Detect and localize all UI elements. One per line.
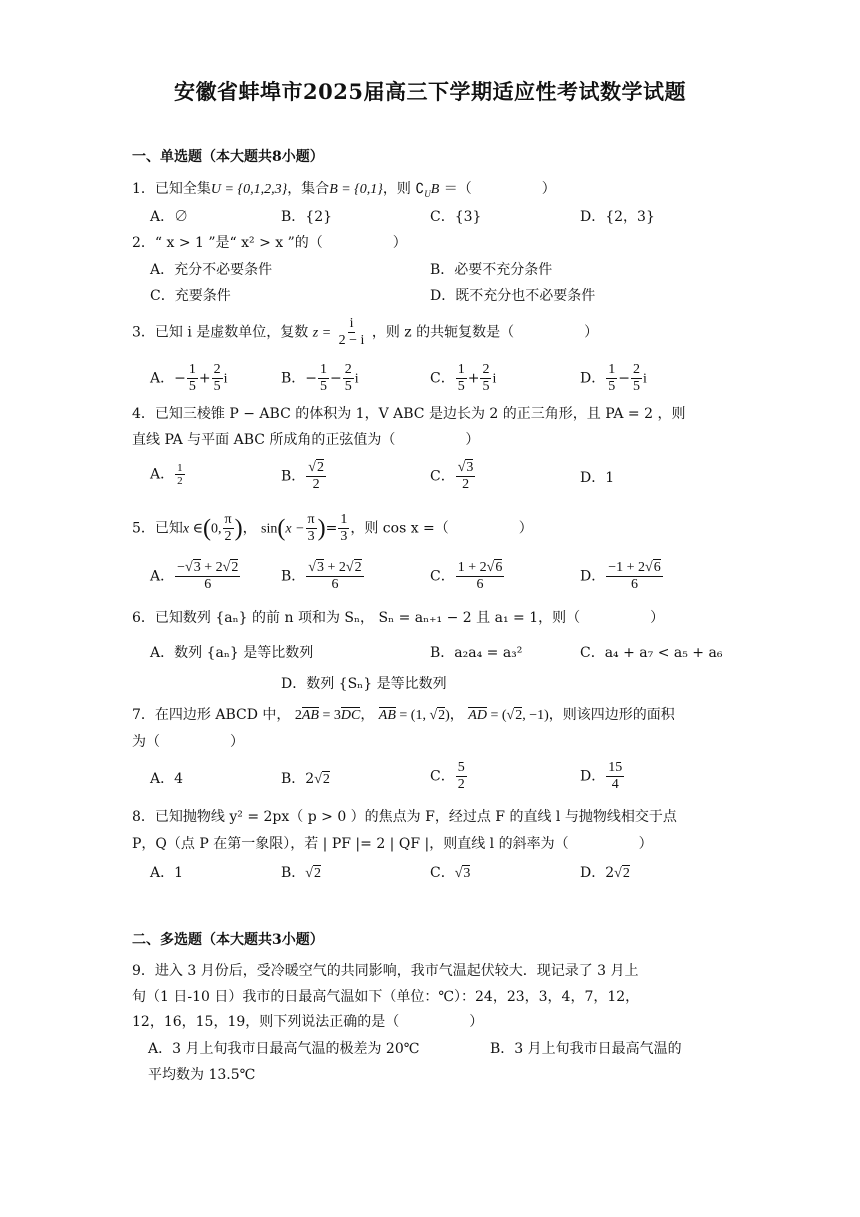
question-6: 6．已知数列 {aₙ} 的前 n 项和为 Sₙ， Sₙ = aₙ₊₁ − 2 且 a₁ = 1，则（ ） <box>132 610 665 626</box>
q5-option-c[interactable]: C． $\frac{1 + 2√6}{6}$ <box>430 560 503 592</box>
question-1: 1．已知全集U = {0,1,2,3}，集合B = {0,1}，则 $∁_UB$ ＝（ ） <box>132 181 556 199</box>
q5-option-b[interactable]: B． $\frac{√3 + 2√2}{6}$ <box>281 560 362 592</box>
q1-option-a[interactable]: A．∅ <box>150 209 189 225</box>
q8-option-a[interactable]: A．1 <box>150 865 184 881</box>
q7-option-b[interactable]: B．2√2 <box>281 771 330 787</box>
question-9-line-2: 旬（1 日-10 日）我市的日最高气温如下（单位：℃）：24，23，3，4，7，12， <box>132 989 640 1005</box>
q2-option-a[interactable]: A．充分不必要条件 <box>150 262 273 278</box>
q9-option-b[interactable]: B．3 月上旬我市日最高气温的 <box>490 1041 682 1057</box>
q8-option-c[interactable]: C．√3 <box>430 865 471 881</box>
question-2: 2．“ x > 1 ”是“ x² > x ”的（ ） <box>132 235 407 251</box>
q3-fraction: $\frac{i}{2 - i}$ <box>338 316 365 348</box>
q6-option-d[interactable]: D．数列 {Sₙ} 是等比数列 <box>281 676 447 692</box>
question-9-line-1: 9．进入 3 月份后，受冷暖空气的共同影响，我市气温起伏较大．现记录了 3 月上 <box>132 963 639 979</box>
q8-option-d[interactable]: D．2√2 <box>580 865 630 881</box>
q6-option-b[interactable]: B．a₂a₄ = a₃² <box>430 645 523 661</box>
q2-option-d[interactable]: D．既不充分也不必要条件 <box>430 288 596 304</box>
q4-option-d[interactable]: D．1 <box>580 470 615 486</box>
q6-option-a[interactable]: A．数列 {aₙ} 是等比数列 <box>150 645 314 661</box>
q3-option-a[interactable]: A．− $\frac{1}{5}$ + $\frac{2}{5}$ i <box>150 362 228 394</box>
question-8-line-2: P，Q（点 P 在第一象限），若 | PF |= 2 | QF |，则直线 l 的斜率为（ ） <box>132 836 653 852</box>
q3-option-d[interactable]: D． $\frac{1}{5}$ − $\frac{2}{5}$ i <box>580 362 647 394</box>
q4-option-a[interactable]: A． $\frac{1}{2}$ <box>150 462 183 487</box>
q1-option-b[interactable]: B．{2} <box>281 209 333 225</box>
q2-option-b[interactable]: B．必要不充分条件 <box>430 262 553 278</box>
q6-option-c[interactable]: C．a₄ + a₇ < a₅ + a₆ <box>580 645 723 661</box>
q9-option-a[interactable]: A．3 月上旬我市日最高气温的极差为 20℃ <box>148 1041 420 1057</box>
q4-option-c[interactable]: C． $\frac{√3}{2}$ <box>430 460 474 492</box>
question-7-line-1: 7．在四边形 ABCD 中， 2AB = 3DC， AB = (1, √2)， AD = (√2, −1)，则该四边形的面积 <box>132 707 675 723</box>
q5-option-d[interactable]: D． $\frac{-1 + 2√6}{6}$ <box>580 560 661 592</box>
question-4-line-2: 直线 PA 与平面 ABC 所成角的正弦值为（ ） <box>132 432 480 448</box>
q7-option-d[interactable]: D． $\frac{15}{4}$ <box>580 760 623 792</box>
question-5: 5．已知x ∈(0, $\frac{\pi}{2}$ )， sin(x − $\frac{\pi}{3}$ )= $\frac{1}{3}$ ，则 cos x =（ ） <box>132 512 533 544</box>
q2-option-c[interactable]: C．充要条件 <box>150 288 231 304</box>
question-3: 3．已知 i 是虚数单位，复数 z = $\frac{i}{2 - i}$ ，则 z 的共轭复数是（ ） <box>132 316 599 348</box>
section-multi-choice: 二、多选题（本大题共3小题） <box>132 932 324 948</box>
q5-option-a[interactable]: A． $\frac{-√3 + 2√2}{6}$ <box>150 560 239 592</box>
q7-option-a[interactable]: A．4 <box>150 771 184 787</box>
q7-option-c[interactable]: C． $\frac{5}{2}$ <box>430 760 465 792</box>
q8-option-b[interactable]: B．√2 <box>281 865 321 881</box>
page-title: 安徽省蚌埠市2025届高三下学期适应性考试数学试题 <box>174 79 686 104</box>
q3-option-c[interactable]: C． $\frac{1}{5}$ + $\frac{2}{5}$ i <box>430 362 497 394</box>
q3-option-b[interactable]: B．− $\frac{1}{5}$ − $\frac{2}{5}$ i <box>281 362 359 394</box>
q1-option-c[interactable]: C．{3} <box>430 209 482 225</box>
section-single-choice: 一、单选题（本大题共8小题） <box>132 149 324 165</box>
question-4-line-1: 4．已知三棱锥 P − ABC 的体积为 1，V ABC 是边长为 2 的正三角形，且 PA = 2 ，则 <box>132 406 686 422</box>
q9-option-b-continued: 平均数为 13.5℃ <box>148 1067 256 1083</box>
q4-option-b[interactable]: B． $\frac{√2}{2}$ <box>281 460 324 492</box>
q1-option-d[interactable]: D．{2，3} <box>580 209 655 225</box>
question-8-line-1: 8．已知抛物线 y² = 2px（ p > 0 ）的焦点为 F，经过点 F 的直线 l 与抛物线相交于点 <box>132 809 677 825</box>
question-9-line-3: 12，16，15，19，则下列说法正确的是（ ） <box>132 1014 484 1030</box>
question-7-line-2: 为（ ） <box>132 734 244 750</box>
